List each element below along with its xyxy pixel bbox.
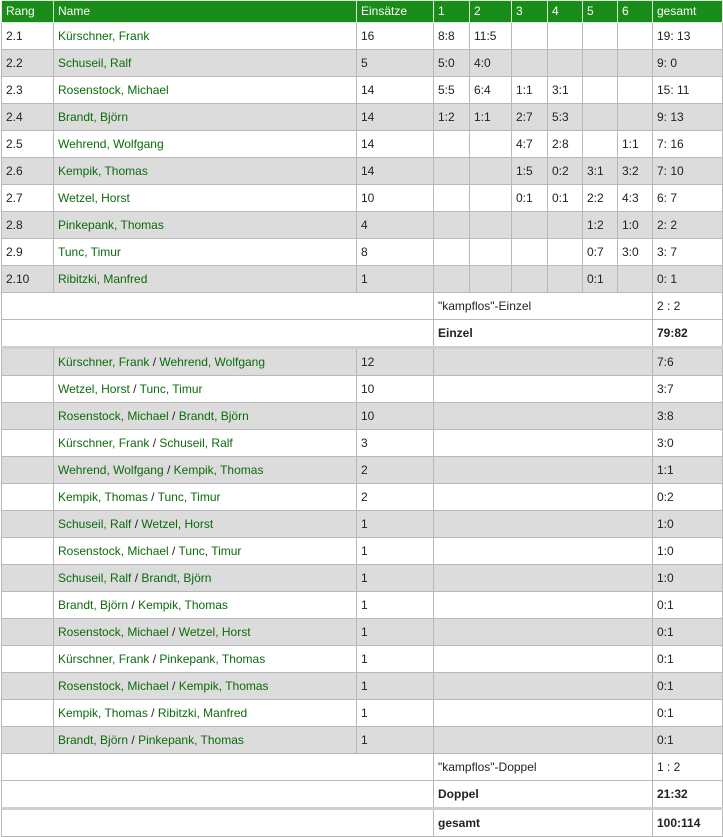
gesamt-cell: 9: 13 [653, 104, 723, 131]
player-link[interactable]: Schuseil, Ralf [58, 517, 132, 531]
player-link[interactable]: Brandt, Björn [58, 733, 129, 747]
empty-cell [2, 484, 54, 511]
table-row [2, 484, 723, 511]
pair-separator: / [128, 733, 139, 747]
empty-cell [2, 754, 434, 781]
empty-cell [434, 511, 653, 538]
doubles-pair-cell [54, 484, 357, 511]
table-row [2, 185, 723, 212]
col-2-header: 2 [470, 1, 512, 23]
player-link[interactable]: Kürschner, Frank [58, 436, 150, 450]
einsaetze-cell: 1 [357, 592, 434, 619]
brett-6-cell: 4:3 [618, 185, 653, 212]
brett-6-cell [618, 104, 653, 131]
empty-cell [2, 457, 54, 484]
einsaetze-cell: 1 [357, 700, 434, 727]
pair-separator: / [149, 436, 160, 450]
table-row [2, 565, 723, 592]
gesamt-cell: 3:7 [653, 376, 723, 403]
gesamt-cell: 3:0 [653, 430, 723, 457]
pair-separator: / [168, 625, 179, 639]
table-row [2, 348, 723, 376]
einsaetze-cell: 1 [357, 646, 434, 673]
gesamt-cell: 0:1 [653, 673, 723, 700]
doubles-pair-cell [54, 430, 357, 457]
einsaetze-cell: 5 [357, 50, 434, 77]
empty-cell [434, 484, 653, 511]
player-link[interactable]: Brandt, Björn [58, 110, 129, 124]
col-4-header: 4 [548, 1, 583, 23]
table-row [2, 158, 723, 185]
einsaetze-cell: 14 [357, 158, 434, 185]
empty-cell [2, 403, 54, 430]
brett-4-cell: 5:3 [548, 104, 583, 131]
empty-cell [2, 538, 54, 565]
singles-total-value: 79:82 [653, 320, 723, 348]
col-gesamt-header: gesamt [653, 1, 723, 23]
einsaetze-cell: 2 [357, 484, 434, 511]
empty-cell [434, 700, 653, 727]
table-row [2, 511, 723, 538]
rang-cell: 2.3 [2, 77, 54, 104]
rang-cell: 2.6 [2, 158, 54, 185]
player-link[interactable]: Rosenstock, Michael [58, 625, 169, 639]
player-link[interactable]: Kempik, Thomas [58, 164, 148, 178]
empty-cell [434, 403, 653, 430]
empty-cell [434, 376, 653, 403]
gesamt-cell: 0:2 [653, 484, 723, 511]
player-link[interactable]: Brandt, Björn [141, 571, 212, 585]
brett-2-cell: 6:4 [470, 77, 512, 104]
empty-cell [434, 673, 653, 700]
player-link[interactable]: Kempik, Thomas [178, 679, 269, 693]
rang-cell: 2.1 [2, 23, 54, 50]
gesamt-cell: 0:1 [653, 619, 723, 646]
brett-3-cell: 1:1 [512, 77, 548, 104]
brett-3-cell: 0:1 [512, 185, 548, 212]
empty-cell [2, 376, 54, 403]
rang-cell: 2.2 [2, 50, 54, 77]
pair-separator: / [163, 463, 174, 477]
singles-total-row [2, 320, 723, 348]
empty-cell [2, 809, 434, 837]
col-name-header: Name [54, 1, 357, 23]
name-cell [54, 131, 357, 158]
brett-5-cell [583, 23, 618, 50]
brett-4-cell [548, 50, 583, 77]
player-link[interactable]: Kempik, Thomas [138, 598, 228, 612]
brett-1-cell [434, 131, 470, 158]
name-cell [54, 212, 357, 239]
rang-cell: 2.8 [2, 212, 54, 239]
brett-4-cell: 0:2 [548, 158, 583, 185]
brett-6-cell [618, 23, 653, 50]
grand-total-label: gesamt [434, 809, 653, 837]
einsaetze-cell: 1 [357, 727, 434, 754]
doubles-kampflos-value: 1 : 2 [653, 754, 723, 781]
einsaetze-cell: 1 [357, 538, 434, 565]
brett-4-cell: 2:8 [548, 131, 583, 158]
doubles-total-row [2, 781, 723, 809]
player-link[interactable]: Wetzel, Horst [141, 517, 214, 531]
doubles-pair-cell [54, 538, 357, 565]
player-link[interactable]: Kempik, Thomas [173, 463, 264, 477]
einsaetze-cell: 8 [357, 239, 434, 266]
gesamt-cell: 3:8 [653, 403, 723, 430]
player-link[interactable]: Tunc, Timur [157, 490, 221, 504]
doubles-pair-cell [54, 592, 357, 619]
empty-cell [2, 700, 54, 727]
player-link[interactable]: Tunc, Timur [58, 245, 121, 259]
player-link[interactable]: Ribitzki, Manfred [58, 272, 148, 286]
gesamt-cell: 1:0 [653, 511, 723, 538]
player-link[interactable]: Wehrend, Wolfgang [58, 463, 164, 477]
gesamt-cell: 7:6 [653, 348, 723, 376]
player-link[interactable]: Tunc, Timur [178, 544, 242, 558]
doubles-pair-cell [54, 727, 357, 754]
empty-cell [2, 348, 54, 376]
einsaetze-cell: 14 [357, 131, 434, 158]
gesamt-cell: 2: 2 [653, 212, 723, 239]
brett-4-cell [548, 23, 583, 50]
brett-1-cell: 5:5 [434, 77, 470, 104]
brett-2-cell [470, 185, 512, 212]
player-link[interactable]: Pinkepank, Thomas [58, 218, 164, 232]
table-row [2, 403, 723, 430]
brett-2-cell [470, 158, 512, 185]
einsaetze-cell: 16 [357, 23, 434, 50]
brett-6-cell: 1:0 [618, 212, 653, 239]
brett-2-cell: 11:5 [470, 23, 512, 50]
brett-2-cell [470, 266, 512, 293]
player-stats-table [1, 0, 723, 837]
brett-3-cell [512, 50, 548, 77]
gesamt-cell: 15: 11 [653, 77, 723, 104]
name-cell [54, 158, 357, 185]
empty-cell [2, 430, 54, 457]
player-link[interactable]: Wetzel, Horst [58, 191, 130, 205]
gesamt-cell: 0:1 [653, 700, 723, 727]
table-row [2, 77, 723, 104]
table-row [2, 376, 723, 403]
brett-3-cell [512, 266, 548, 293]
pair-separator: / [168, 679, 179, 693]
empty-cell [2, 511, 54, 538]
einsaetze-cell: 10 [357, 403, 434, 430]
brett-2-cell: 4:0 [470, 50, 512, 77]
name-cell [54, 23, 357, 50]
table-row [2, 430, 723, 457]
brett-6-cell: 1:1 [618, 131, 653, 158]
einsaetze-cell: 1 [357, 619, 434, 646]
brett-5-cell [583, 131, 618, 158]
doubles-pair-cell [54, 348, 357, 376]
rang-cell: 2.10 [2, 266, 54, 293]
einsaetze-cell: 4 [357, 212, 434, 239]
name-cell [54, 185, 357, 212]
table-header-row [2, 1, 723, 23]
table-row [2, 212, 723, 239]
brett-6-cell: 3:0 [618, 239, 653, 266]
gesamt-cell: 1:1 [653, 457, 723, 484]
empty-cell [2, 673, 54, 700]
player-link[interactable]: Kürschner, Frank [58, 652, 150, 666]
brett-3-cell: 4:7 [512, 131, 548, 158]
brett-2-cell [470, 239, 512, 266]
col-6-header: 6 [618, 1, 653, 23]
brett-5-cell [583, 104, 618, 131]
brett-2-cell [470, 212, 512, 239]
brett-1-cell [434, 185, 470, 212]
table-row [2, 700, 723, 727]
name-cell [54, 104, 357, 131]
singles-summary [2, 293, 723, 348]
empty-cell [2, 592, 54, 619]
singles-kampflos-value: 2 : 2 [653, 293, 723, 320]
brett-1-cell [434, 239, 470, 266]
singles-total-label: Einzel [434, 320, 653, 348]
col-3-header: 3 [512, 1, 548, 23]
einsaetze-cell: 14 [357, 77, 434, 104]
doubles-pair-cell [54, 646, 357, 673]
brett-2-cell [470, 131, 512, 158]
gesamt-cell: 3: 7 [653, 239, 723, 266]
einsaetze-cell: 12 [357, 348, 434, 376]
col-rang-header: Rang [2, 1, 54, 23]
player-link[interactable]: Wetzel, Horst [58, 382, 130, 396]
player-link[interactable]: Wehrend, Wolfgang [159, 355, 266, 369]
grand-total-value: 100:114 [653, 809, 723, 837]
player-link[interactable]: Schuseil, Ralf [58, 56, 132, 70]
brett-5-cell: 3:1 [583, 158, 618, 185]
player-link[interactable]: Rosenstock, Michael [58, 83, 169, 97]
name-cell [54, 50, 357, 77]
einsaetze-cell: 3 [357, 430, 434, 457]
table-row [2, 592, 723, 619]
player-link[interactable]: Kürschner, Frank [58, 355, 150, 369]
brett-3-cell: 1:5 [512, 158, 548, 185]
pair-separator: / [149, 355, 160, 369]
brett-6-cell [618, 77, 653, 104]
player-link[interactable]: Kürschner, Frank [58, 29, 150, 43]
rang-cell: 2.4 [2, 104, 54, 131]
player-link[interactable]: Kempik, Thomas [58, 706, 148, 720]
table-row [2, 619, 723, 646]
brett-6-cell [618, 50, 653, 77]
col-1-header: 1 [434, 1, 470, 23]
brett-2-cell: 1:1 [470, 104, 512, 131]
brett-4-cell [548, 239, 583, 266]
doubles-total-label: Doppel [434, 781, 653, 809]
einsaetze-cell: 14 [357, 104, 434, 131]
player-link[interactable]: Kempik, Thomas [58, 490, 148, 504]
rang-cell: 2.5 [2, 131, 54, 158]
brett-5-cell [583, 77, 618, 104]
table-row [2, 727, 723, 754]
gesamt-cell: 7: 16 [653, 131, 723, 158]
gesamt-cell: 0:1 [653, 592, 723, 619]
table-row [2, 131, 723, 158]
player-link[interactable]: Schuseil, Ralf [159, 436, 233, 450]
brett-1-cell [434, 212, 470, 239]
einsaetze-cell: 10 [357, 376, 434, 403]
gesamt-cell: 0:1 [653, 646, 723, 673]
einsaetze-cell: 2 [357, 457, 434, 484]
pair-separator: / [168, 409, 179, 423]
brett-5-cell: 0:7 [583, 239, 618, 266]
table-row [2, 673, 723, 700]
doubles-pair-cell [54, 457, 357, 484]
empty-cell [2, 293, 434, 320]
rang-cell: 2.7 [2, 185, 54, 212]
pair-separator: / [147, 490, 158, 504]
pair-separator: / [168, 544, 179, 558]
gesamt-cell: 9: 0 [653, 50, 723, 77]
brett-3-cell [512, 23, 548, 50]
player-link[interactable]: Wehrend, Wolfgang [58, 137, 164, 151]
empty-cell [2, 320, 434, 348]
empty-cell [2, 619, 54, 646]
player-link[interactable]: Rosenstock, Michael [58, 409, 169, 423]
empty-cell [434, 457, 653, 484]
brett-5-cell: 0:1 [583, 266, 618, 293]
pair-separator: / [128, 598, 139, 612]
table-row [2, 239, 723, 266]
player-link[interactable]: Pinkepank, Thomas [138, 733, 244, 747]
table-row [2, 538, 723, 565]
brett-5-cell [583, 50, 618, 77]
empty-cell [434, 430, 653, 457]
player-link[interactable]: Tunc, Timur [139, 382, 203, 396]
gesamt-cell: 19: 13 [653, 23, 723, 50]
doubles-pair-cell [54, 673, 357, 700]
brett-3-cell [512, 212, 548, 239]
brett-4-cell [548, 212, 583, 239]
gesamt-cell: 0: 1 [653, 266, 723, 293]
doubles-summary [2, 754, 723, 837]
brett-4-cell: 0:1 [548, 185, 583, 212]
player-link[interactable]: Schuseil, Ralf [58, 571, 132, 585]
doubles-pair-cell [54, 403, 357, 430]
brett-3-cell [512, 239, 548, 266]
gesamt-cell: 1:0 [653, 538, 723, 565]
empty-cell [434, 646, 653, 673]
pair-separator: / [131, 571, 142, 585]
brett-5-cell: 1:2 [583, 212, 618, 239]
player-link[interactable]: Brandt, Björn [58, 598, 129, 612]
gesamt-cell: 7: 10 [653, 158, 723, 185]
col-5-header: 5 [583, 1, 618, 23]
name-cell [54, 266, 357, 293]
einsaetze-cell: 10 [357, 185, 434, 212]
pair-separator: / [147, 706, 158, 720]
player-link[interactable]: Brandt, Björn [178, 409, 249, 423]
gesamt-cell: 6: 7 [653, 185, 723, 212]
pair-separator: / [149, 652, 160, 666]
brett-6-cell [618, 266, 653, 293]
doubles-pair-cell [54, 511, 357, 538]
doubles-kampflos-label: "kampflos"-Doppel [434, 754, 653, 781]
player-link[interactable]: Rosenstock, Michael [58, 679, 169, 693]
name-cell [54, 239, 357, 266]
empty-cell [434, 592, 653, 619]
rang-cell: 2.9 [2, 239, 54, 266]
gesamt-cell: 0:1 [653, 727, 723, 754]
table-row [2, 23, 723, 50]
singles-section [2, 23, 723, 293]
brett-3-cell: 2:7 [512, 104, 548, 131]
empty-cell [434, 619, 653, 646]
brett-5-cell: 2:2 [583, 185, 618, 212]
table-row [2, 457, 723, 484]
einsaetze-cell: 1 [357, 511, 434, 538]
doubles-pair-cell [54, 376, 357, 403]
doubles-pair-cell [54, 700, 357, 727]
brett-4-cell [548, 266, 583, 293]
grand-total-row [2, 809, 723, 837]
pair-separator: / [129, 382, 140, 396]
singles-kampflos-label: "kampflos"-Einzel [434, 293, 653, 320]
col-einsaetze-header: Einsätze [357, 1, 434, 23]
table-row [2, 50, 723, 77]
player-link[interactable]: Rosenstock, Michael [58, 544, 169, 558]
doubles-kampflos-row [2, 754, 723, 781]
table-row [2, 266, 723, 293]
brett-1-cell [434, 266, 470, 293]
einsaetze-cell: 1 [357, 266, 434, 293]
player-link[interactable]: Wetzel, Horst [178, 625, 251, 639]
empty-cell [434, 348, 653, 376]
gesamt-cell: 1:0 [653, 565, 723, 592]
empty-cell [2, 565, 54, 592]
brett-1-cell: 1:2 [434, 104, 470, 131]
einsaetze-cell: 1 [357, 565, 434, 592]
empty-cell [434, 727, 653, 754]
einsaetze-cell: 1 [357, 673, 434, 700]
brett-1-cell: 8:8 [434, 23, 470, 50]
player-link[interactable]: Ribitzki, Manfred [157, 706, 248, 720]
name-cell [54, 77, 357, 104]
singles-kampflos-row [2, 293, 723, 320]
brett-6-cell: 3:2 [618, 158, 653, 185]
pair-separator: / [131, 517, 142, 531]
empty-cell [2, 781, 434, 809]
doubles-pair-cell [54, 565, 357, 592]
doubles-total-value: 21:32 [653, 781, 723, 809]
brett-4-cell: 3:1 [548, 77, 583, 104]
doubles-pair-cell [54, 619, 357, 646]
empty-cell [434, 538, 653, 565]
empty-cell [2, 727, 54, 754]
brett-1-cell: 5:0 [434, 50, 470, 77]
empty-cell [2, 646, 54, 673]
empty-cell [434, 565, 653, 592]
table-row [2, 646, 723, 673]
table-row [2, 104, 723, 131]
brett-1-cell [434, 158, 470, 185]
doubles-section [2, 348, 723, 754]
player-link[interactable]: Pinkepank, Thomas [159, 652, 266, 666]
